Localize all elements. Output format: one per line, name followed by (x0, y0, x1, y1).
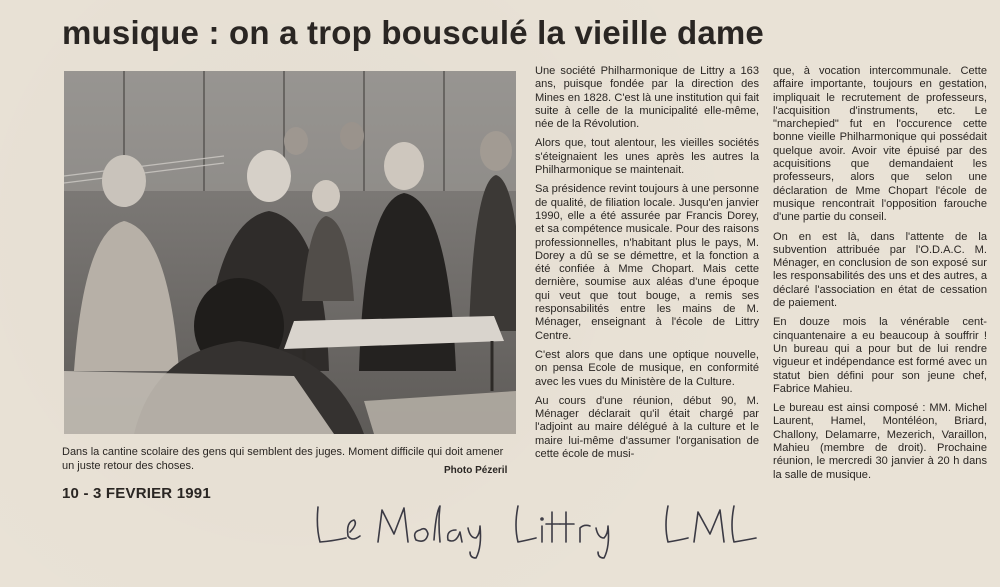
photo-illustration (64, 71, 516, 434)
article-column-1 (535, 65, 759, 467)
news-photo (64, 71, 516, 434)
paragraph: Le bureau est ainsi composé : MM. Michel Laurent, Hamel, Montéléon, Briard, Challony, Delamarre, Mezerich, Varaillon, Mahieu (membre de droit). Prochaine réunion, le mercredi 30 janvier à 20 h dans la salle de musique. (773, 402, 987, 481)
paragraph: que, à vocation intercommunale. Cette affaire importante, toujours en gestation, impliquait le recrutement de professeurs, l'acquisition d'instruments, etc. Le "marchepied" fut en l'occurence cette bonne vieille Philharmonique qui possédait quelque avoir. Avoir vite épuisé par des acquisitions que demandaient les professeurs, alors que selon une déclaration de Mme Chopart l'école de musique rencontrait l'opposition farouche d'une partie du conseil. (773, 65, 987, 224)
handwritten-note (308, 492, 788, 562)
paragraph: En douze mois la vénérable cent-cinquantenaire a eu beaucoup à souffrir ! Un bureau qui a pour but de lui rendre vigueur et indépendance est formé avec un statut bien défini pour son jeune chef, Fabrice Mahieu. (773, 316, 987, 395)
paragraph: Au cours d'une réunion, début 90, M. Ménager déclarait qu'il était chargé par l'adjoint au maire délégué à la culture et le maire lui-même d'assumer l'organisation de cette école de musi- (535, 394, 759, 461)
paragraph: Alors que, tout alentour, les vieilles sociétés s'éteignaient les unes après les autres la Philharmonique se maintenait. (535, 137, 759, 177)
article-column-2 (773, 65, 987, 488)
dateline: 10 - 3 FEVRIER 1991 (62, 485, 211, 502)
headline: musique : on a trop bousculé la vieille dame (62, 14, 764, 51)
photo-caption: Dans la cantine scolaire des gens qui semblent des juges. Moment difficile qui doit amener un juste retour des choses. (62, 446, 504, 472)
paragraph: On en est là, dans l'attente de la subvention attribuée par l'O.D.A.C. M. Ménager, en conclusion de son exposé sur les responsabilités des uns et des autres, a déclaré l'association en état de cessation de paiement. (773, 230, 987, 310)
paragraph: Une société Philharmonique de Littry a 163 ans, puisque fondée par la direction des Mines en 1828. C'est là une institution qui fait suite à celle de la municipalité elle-même, née de la Révolution. (535, 65, 759, 131)
photo-credit: Photo Pézeril (444, 465, 508, 476)
paragraph: Sa présidence revint toujours à une personne de qualité, de filiation locale. Jusqu'en janvier 1990, elle a été assurée par Francis Dorey, et sa compétence musicale. Pour des raisons professionnelles, n'habitant plus le pays, M. Dorey a dû se se démettre, et la fonction a été confiée à Mme Chopart. Mais cette dernière, soumise aux aléas d'une époque qui veut que tout bouge, a remis ses responsabilités entre les mains de M. Ménager, enseignant à l'école de Littry Centre. (535, 183, 759, 342)
paragraph: C'est alors que dans une optique nouvelle, on pensa Ecole de musique, en conformité avec les vues du Ministère de la Culture. (535, 348, 759, 388)
